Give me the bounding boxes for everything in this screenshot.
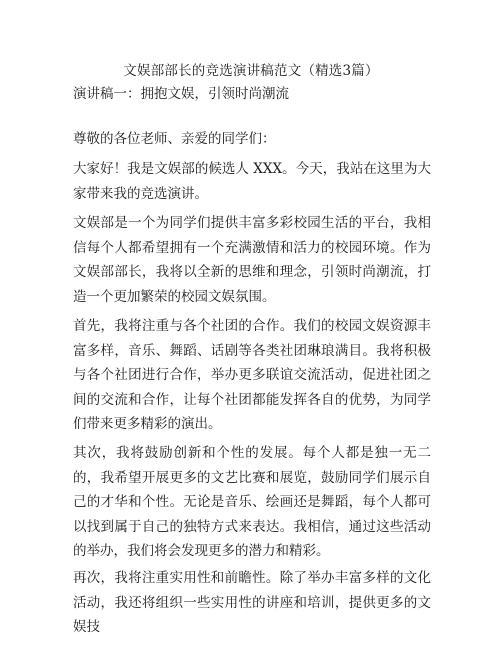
document-title: 文娱部部长的竞选演讲稿范文（精选3篇）	[123, 63, 379, 79]
salutation: 尊敬的各位老师、亲爱的同学们：	[73, 131, 276, 147]
paragraph: 文娱部是一个为同学们提供丰富多彩校园生活的平台，我相信每个人都希望拥有一个充满激情和活力的校园环境。作为文娱部部长，我将以全新的思维和理念，引领时尚潮流，打造一个更加繁荣的校园文娱氛围。	[73, 215, 431, 305]
paragraph: 大家好！我是文娱部的候选人 XXX。今天，我站在这里为大家带来我的竞选演讲。	[73, 161, 431, 202]
speech-subtitle: 演讲稿一：拥抱文娱，引领时尚潮流	[73, 86, 289, 102]
paragraph: 首先，我将注重与各个社团的合作。我们的校园文娱资源丰富多样，音乐、舞蹈、话剧等各类社团琳琅满目。我将积极与各个社团进行合作，举办更多联谊交流活动，促进社团之间的交流和合作，让每个社团都能发挥各自的优势，为同学们带来更多精彩的演出。	[73, 318, 431, 433]
paragraph: 再次，我将注重实用性和前瞻性。除了举办丰富多样的文化活动，我还将组织一些实用性的讲座和培训，提供更多的文娱技	[73, 570, 431, 636]
paragraph: 其次，我将鼓励创新和个性的发展。每个人都是独一无二的，我希望开展更多的文艺比赛和展览，鼓励同学们展示自己的才华和个性。无论是音乐、绘画还是舞蹈，每个人都可以找到属于自己的独特方式来表达。我相信，通过这些活动的举办，我们将会发现更多的潜力和精彩。	[73, 445, 431, 560]
